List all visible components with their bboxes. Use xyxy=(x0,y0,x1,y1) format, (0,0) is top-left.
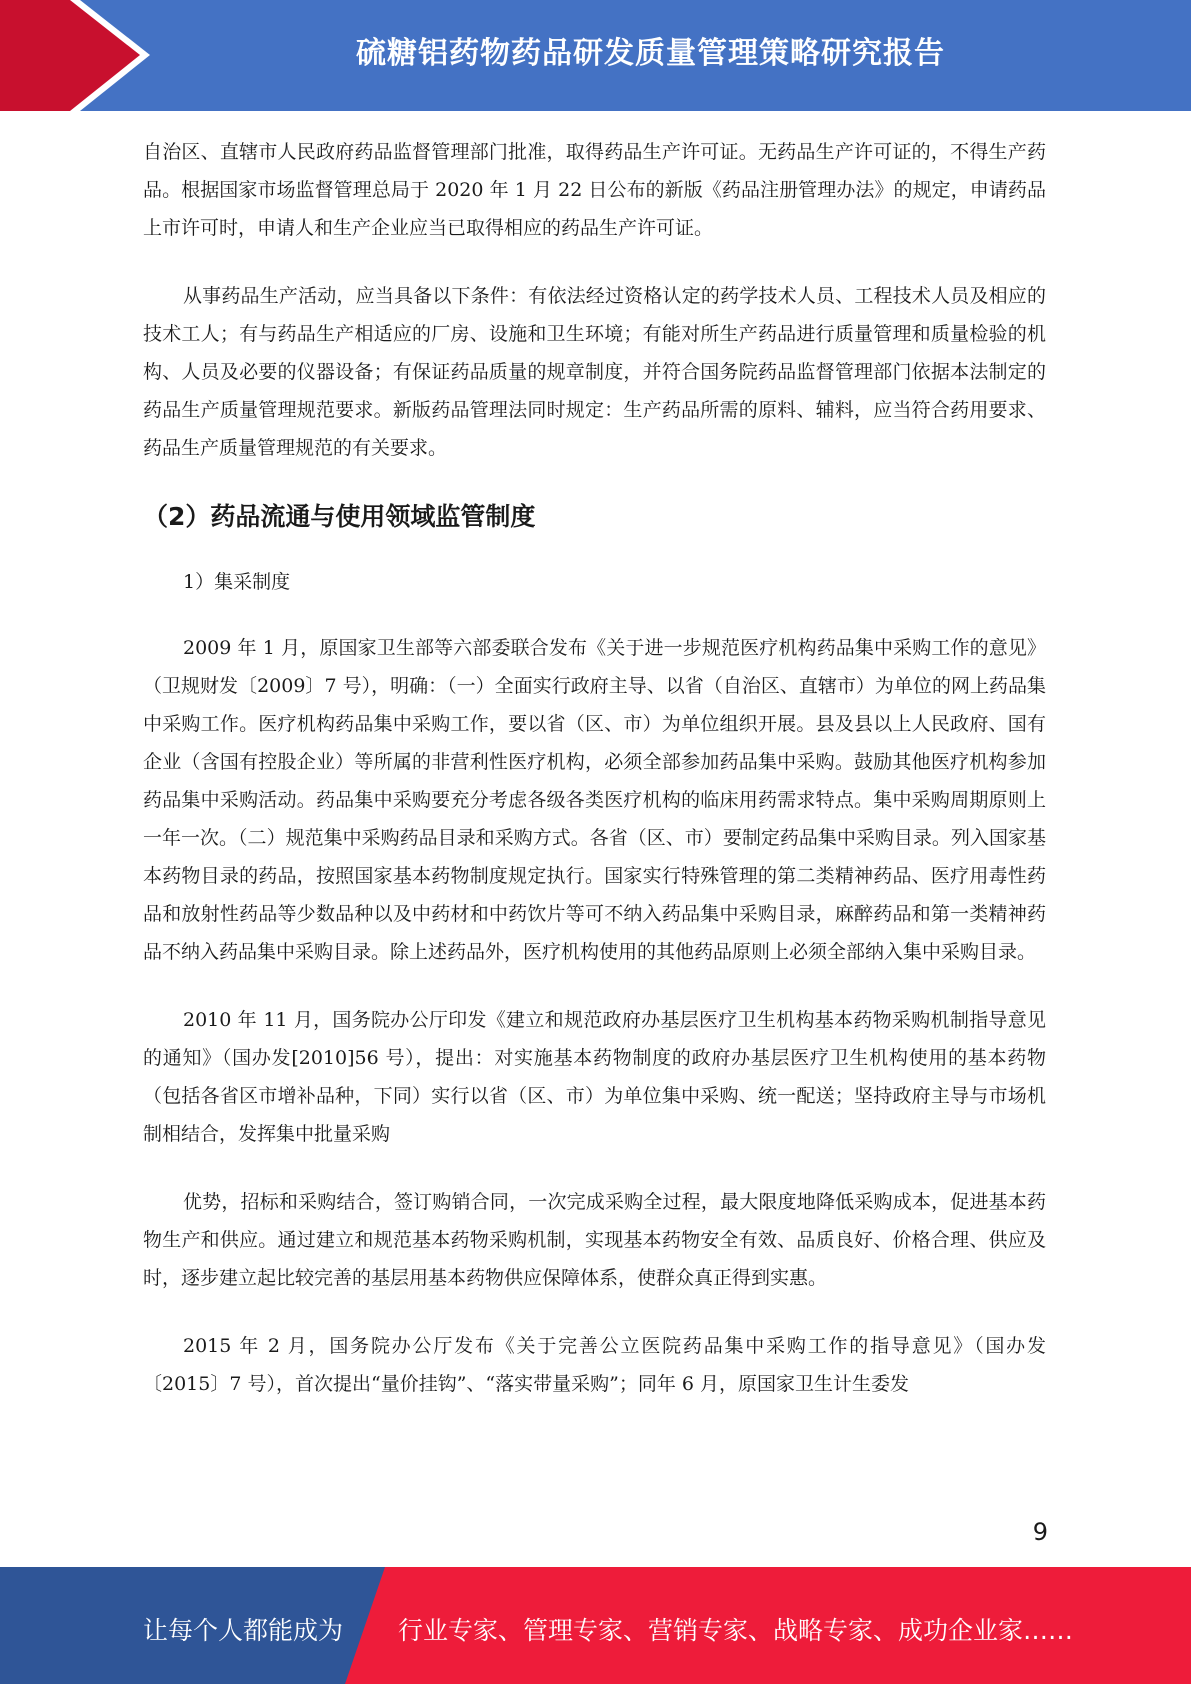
page-header xyxy=(0,0,1191,111)
page-number: 9 xyxy=(1032,1518,1048,1546)
paragraph-2: 从事药品生产活动，应当具备以下条件：有依法经过资格认定的药学技术人员、工程技术人员及相应的技术工人；有与药品生产相适应的厂房、设施和卫生环境；有能对所生产药品进行质量管理和质量检验的机构、人员及必要的仪器设备；有保证药品质量的规章制度，并符合国务院药品监督管理部门依据本法制定的药品生产质量管理规范要求。新版药品管理法同时规定：生产药品所需的原料、辅料，应当符合药用要求、药品生产质量管理规范的有关要求。 xyxy=(143,285,1046,459)
footer-slogan-left: 让每个人都能成为 xyxy=(143,1616,344,1645)
subsection-heading: 1）集采制度 xyxy=(183,571,291,593)
paragraph-4: 2010 年 11 月，国务院办公厅印发《建立和规范政府办基层医疗卫生机构基本药物采购机制指导意见的通知》（国办发[2010]56 号），提出：对实施基本药物制度的政府办基层医疗卫生机构使用的基本药物（包括各省区市增补品种，下同）实行以省（区、市）为单位集中采购、统一配送；坚持政府主导与市场机制相结合，发挥集中批量采购 xyxy=(143,1009,1046,1145)
section-heading: （2）药品流通与使用领域监管制度 xyxy=(143,502,536,531)
document-body xyxy=(143,133,1046,1433)
footer-slogan-right: 行业专家、管理专家、营销专家、战略专家、成功企业家…… xyxy=(398,1616,1074,1645)
paragraph-6: 2015 年 2 月，国务院办公厅发布《关于完善公立医院药品集中采购工作的指导意见》（国办发〔2015〕7 号），首次提出“量价挂钩”、“落实带量采购”；同年 6 月，原国家卫生计生委发 xyxy=(143,1335,1046,1395)
paragraph-5: 优势，招标和采购结合，签订购销合同，一次完成采购全过程，最大限度地降低采购成本，促进基本药物生产和供应。通过建立和规范基本药物采购机制，实现基本药物安全有效、品质良好、价格合理、供应及时，逐步建立起比较完善的基层用基本药物供应保障体系，使群众真正得到实惠。 xyxy=(143,1191,1046,1289)
page-footer xyxy=(0,1567,1191,1684)
header-chevron-icon xyxy=(0,0,140,111)
paragraph-3: 2009 年 1 月，原国家卫生部等六部委联合发布《关于进一步规范医疗机构药品集中采购工作的意见》（卫规财发〔2009〕7 号），明确：（一）全面实行政府主导、以省（自治区、直辖市）为单位的网上药品集中采购工作。医疗机构药品集中采购工作，要以省（区、市）为单位组织开展。县及县以上人民政府、国有企业（含国有控股企业）等所属的非营利性医疗机构，必须全部参加药品集中采购。鼓励其他医疗机构参加药品集中采购活动。药品集中采购要充分考虑各级各类医疗机构的临床用药需求特点。集中采购周期原则上一年一次。（二）规范集中采购药品目录和采购方式。各省（区、市）要制定药品集中采购目录。列入国家基本药物目录的药品，按照国家基本药物制度规定执行。国家实行特殊管理的第二类精神药品、医疗用毒性药品和放射性药品等少数品种以及中药材和中药饮片等可不纳入药品集中采购目录，麻醉药品和第一类精神药品不纳入药品集中采购目录。除上述药品外，医疗机构使用的其他药品原则上必须全部纳入集中采购目录。 xyxy=(143,637,1046,963)
report-title: 硫糖铝药物药品研发质量管理策略研究报告 xyxy=(356,36,945,71)
paragraph-1: 自治区、直辖市人民政府药品监督管理部门批准，取得药品生产许可证。无药品生产许可证的，不得生产药品。根据国家市场监督管理总局于 2020 年 1 月 22 日公布的新版《药品注册管理办法》的规定，申请药品上市许可时，申请人和生产企业应当已取得相应的药品生产许可证。 xyxy=(143,141,1046,239)
